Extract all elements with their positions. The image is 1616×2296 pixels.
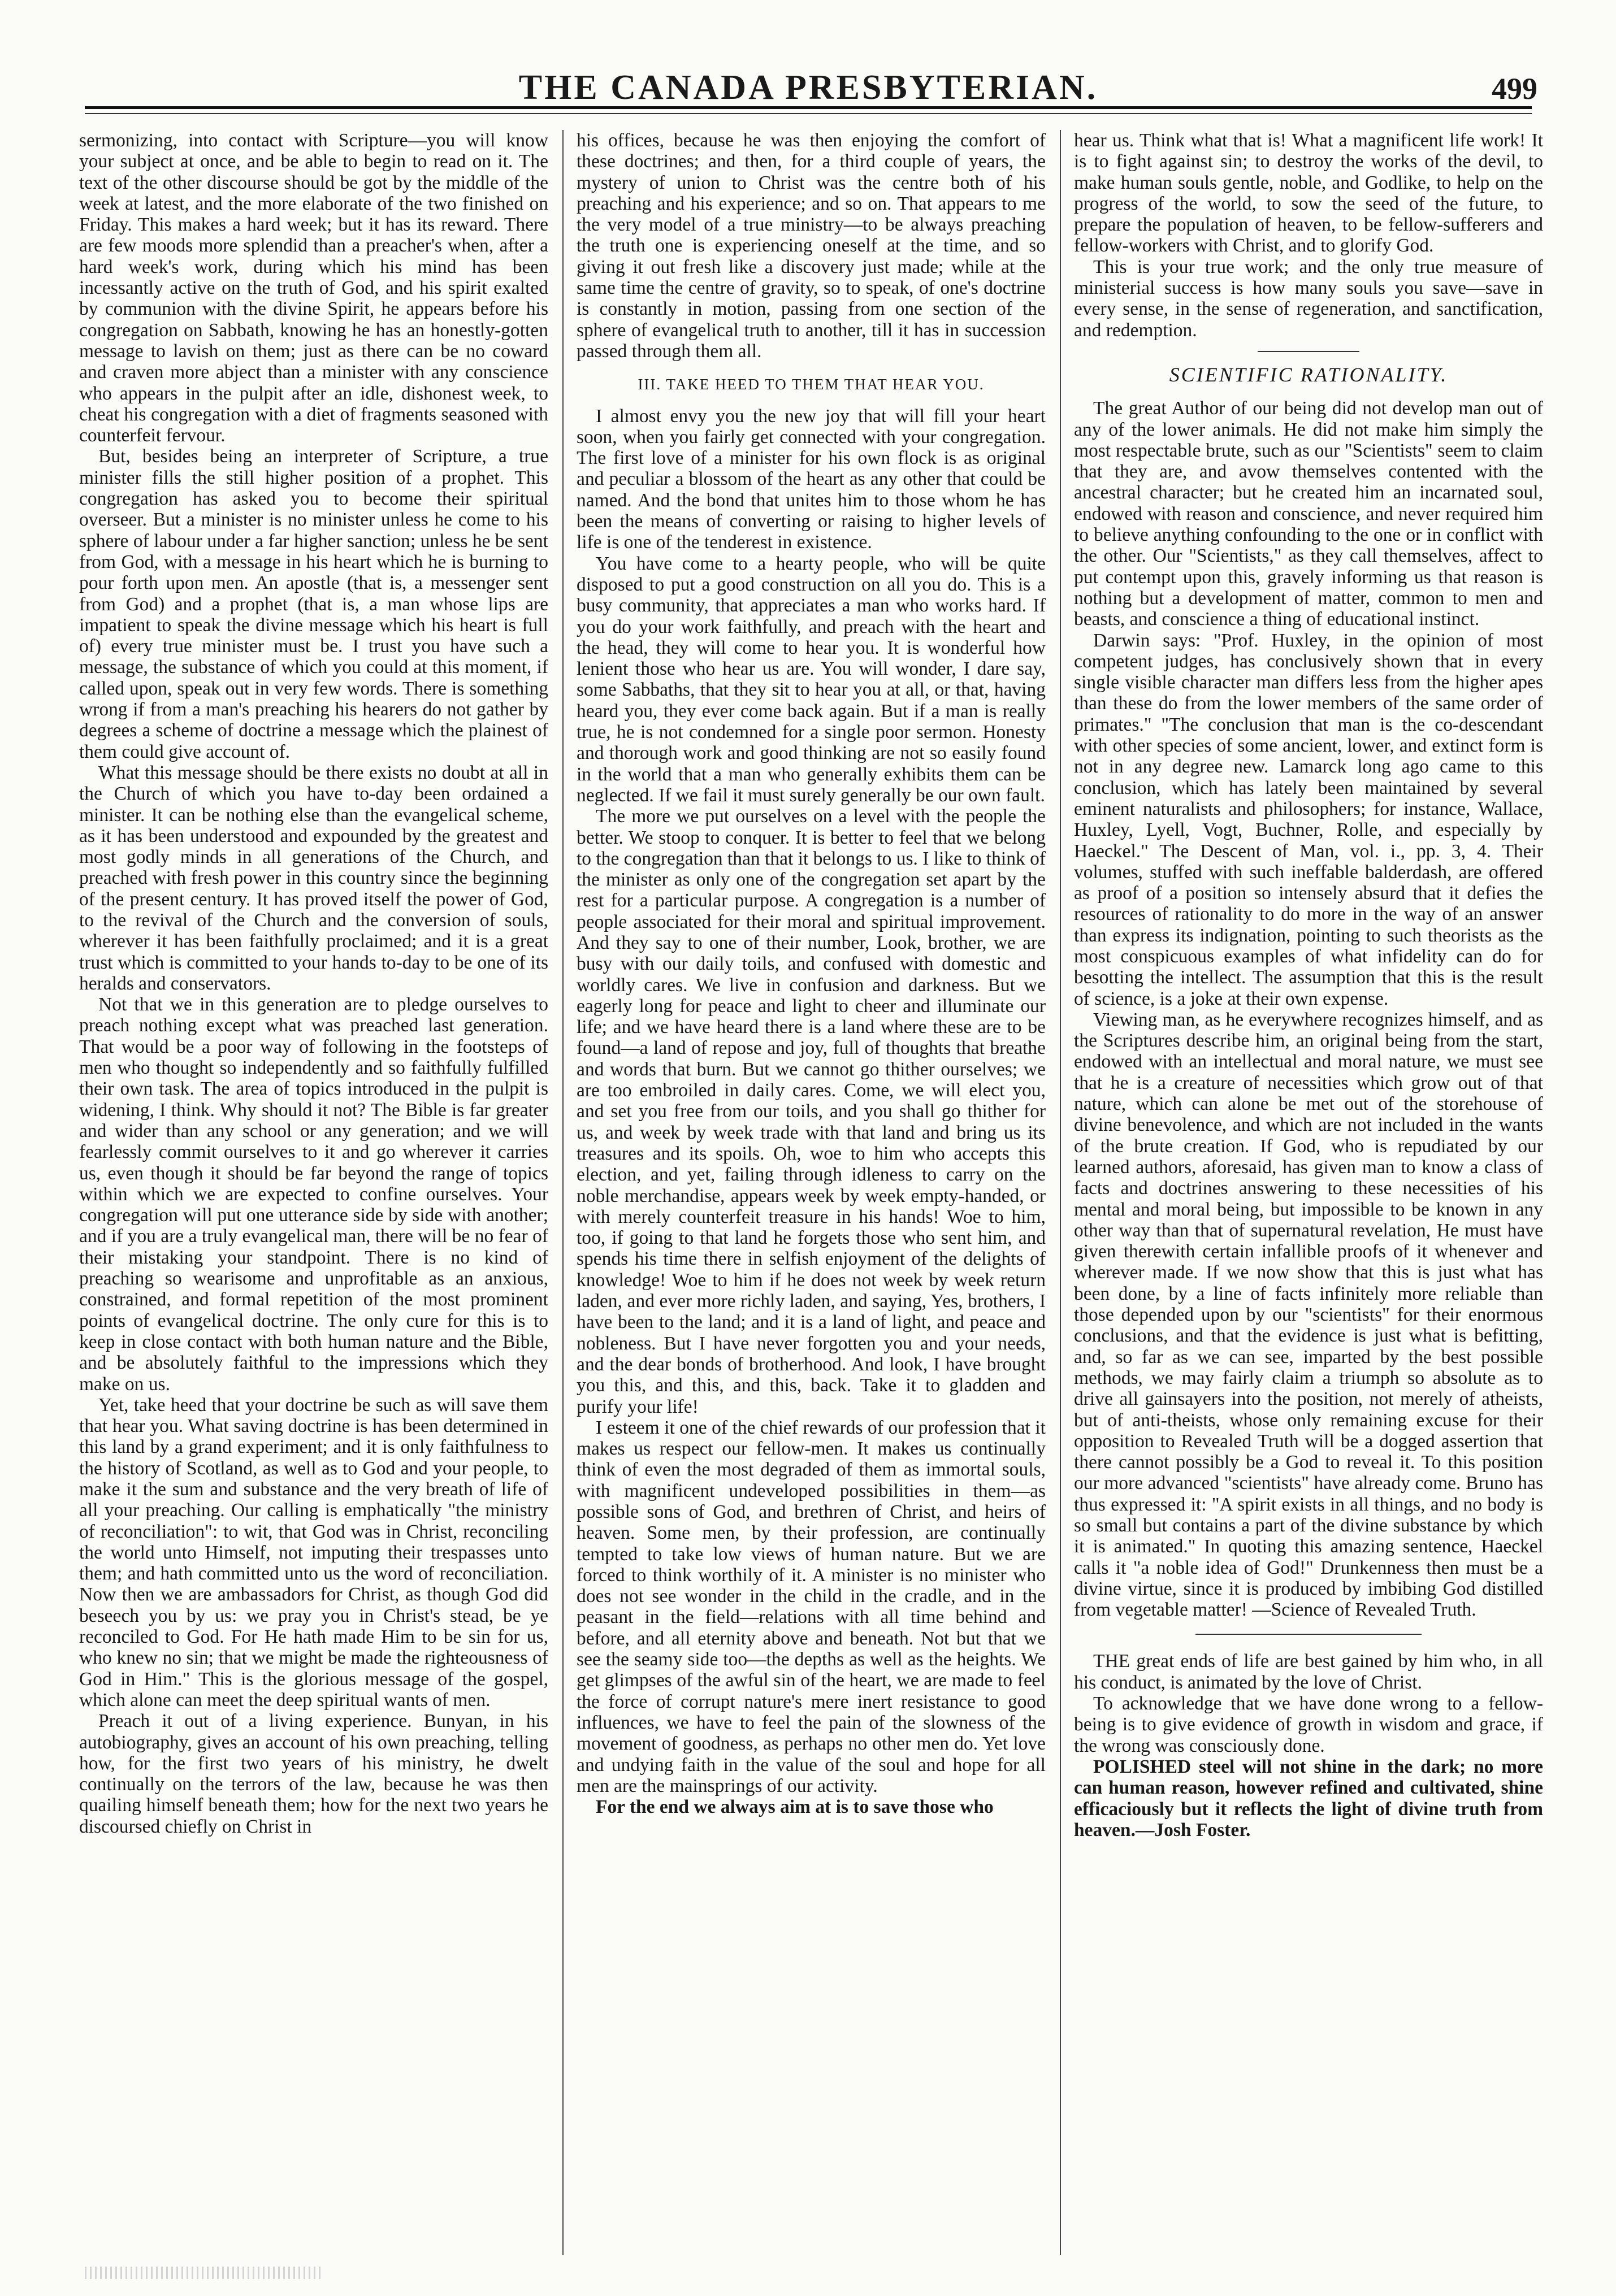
column-2 <box>577 130 1046 2255</box>
column-divider <box>1060 130 1061 2255</box>
article-heading: SCIENTIFIC RATIONALITY. <box>1169 363 1448 386</box>
paragraph: THE great ends of life are best gained by him who, in all his conduct, is animated by the love of Christ. <box>1074 1651 1543 1693</box>
section-heading: III. TAKE HEED TO THEM THAT HEAR YOU. <box>638 376 985 393</box>
paragraph: Viewing man, as he everywhere recognizes himself, and as the Scriptures describe him, an original being from the start, endowed with an intellectual and moral nature, we must see that he is a creature of necessities which grow out of that nature, which can alone be met out of the storehouse of divine benevolence, and which are not included in the wants of the brute creation. If God, who is repudiated by our learned authors, aforesaid, has given man to know a class of facts and doctrines answering to these necessities of his mental and moral being, but impossible to be known in any other way than that of supernatural revelation, He must have given therewith certain infallible proofs of it whenever and wherever made. If we now show that this is just what has been done, by a line of facts infinitely more reliable than those depended upon by our "scientists" for their enormous conclusions, and that the evidence is just what is befitting, and, so far as we can see, imparted by the best possible methods, we may fairly claim a triumph so absolute as to drive all gainsayers into the position, not merely of atheists, but of anti-theists, whose only remaining excuse for their opposition to Revealed Truth will be a dogged assertion that there cannot possibly be a God to reveal it. To this position our more advanced "scientists" have already come. Bruno has thus expressed it: "A spirit exists in all things, and no body is so small but contains a part of the divine substance by which it is animated." In quoting this amazing sentence, Haeckel calls it "a noble idea of God!" Drunkenness then must be a divine virtue, since it is produced by imbibing God distilled from vegetable matter! —Science of Revealed Truth. <box>1074 1009 1543 1621</box>
paragraph: This is your true work; and the only true measure of ministerial success is how many souls you save—save in every sense, in the sense of regeneration, and sanctification, and redemption. <box>1074 256 1543 341</box>
column-divider <box>562 130 564 2255</box>
paragraph: hear us. Think what that is! What a magnificent life work! It is to fight against sin; to destroy the works of the devil, to make human souls gentle, noble, and Godlike, to help on the progress of the world, to sow the seed of the future, to prepare the population of heaven, to be fellow-sufferers and fellow-workers with Christ, and to glorify God. <box>1074 130 1543 257</box>
paragraph: his offices, because he was then enjoying the comfort of these doctrines; and then, for a third couple of years, the mystery of union to Christ was the centre both of his preaching and his experience; and so on. That appears to me the very model of a true ministry—to be always preaching the truth one is experiencing oneself at the time, and so giving it out fresh like a discovery just made; while at the same time the centre of gravity, so to speak, of one's doctrine is constantly in motion, passing from one section of the sphere of evangelical truth to another, till it has in succession passed through them all. <box>577 130 1046 362</box>
column-3 <box>1074 130 1543 2255</box>
masthead <box>79 68 1537 107</box>
paragraph: The great Author of our being did not develop man out of any of the lower animals. He did not make him simply the most respectable brute, such as our "Scientists" seem to claim that they are, and avow themselves contented with the ancestral character; but he created him an incarnated soul, endowed with reason and conscience, and never required him to believe anything confounding to the one or in conflict with the other. Our "Scientists," as they call themselves, affect to put contempt upon this, gravely informing us that reason is nothing but a development of matter, common to men and beasts, and conscience a thing of educational instinct. <box>1074 398 1543 630</box>
paragraph: To acknowledge that we have done wrong to a fellow-being is to give evidence of growth in wisdom and grace, if the wrong was consciously done. <box>1074 1693 1543 1756</box>
paragraph: The more we put ourselves on a level with the people the better. We stoop to conquer. It is better to feel that we belong to the congregation than that it belongs to us. I like to think of the minister as only one of the congregation set apart by the rest for a particular purpose. A congregation is a number of people associated for their moral and spiritual improvement. And they say to one of their number, Look, brother, we are busy with our daily toils, and confused with domestic and worldly cares. We live in confusion and darkness. But we eagerly long for peace and light to cheer and illuminate our life; and we have heard there is a land where these are to be found—a land of repose and joy, full of thoughts that breathe and words that burn. But we cannot go thither ourselves; we are too embroiled in daily cares. Come, we will elect you, and set you free from our toils, and you shall go thither for us, and week by week trade with that land and bring us its treasures and its spoils. Oh, woe to him who accepts this election, and yet, failing through idleness to carry on the noble merchandise, appears week by week empty-handed, or with merely counterfeit treasure in his hands! Woe to him, too, if going to that land he forgets those who sent him, and spends his time there in selfish enjoyment of the delights of knowledge! Woe to him if he does not week by week return laden, and ever more richly laden, and saying, Yes, brothers, I have been to the land; and it is a land of light, and peace and nobleness. But I have never forgotten you and your needs, and the dear bonds of brotherhood. And look, I have brought you this, and this, and this, back. Take it to gladden and purify your life! <box>577 806 1046 1417</box>
paragraph: Darwin says: "Prof. Huxley, in the opinion of most competent judges, has conclusively shown that in every single visible character man differs less from the higher apes than these do from the lower members of the same order of primates." "The conclusion that man is the co-descendant with other species of some ancient, lower, and extinct form is not in any degree new. Lamarck long ago came to this conclusion, which has lately been maintained by several eminent naturalists and philosophers; for instance, Wallace, Huxley, Lyell, Vogt, Buchner, Rolle, and especially by Haeckel." The Descent of Man, vol. i., pp. 3, 4. Their volumes, stuffed with such ineffable balderdash, are offered as proof of a position so intensely absurd that it defies the resources of rationality to do more in the way of an answer than express its indignation, pointing to such theorists as the most conspicuous examples of what infidelity can do for besotting the intellect. The assumption that this is the result of science, is a joke at their own expense. <box>1074 630 1543 1009</box>
separator <box>1258 351 1359 352</box>
paragraph: You have come to a hearty people, who will be quite disposed to put a good construction on all you do. This is a busy community, that appreciates a man who works hard. If you do your work faithfully, and preach with the heart and the head, they will come to hear you. It is wonderful how lenient those who hear us are. You will wonder, I dare say, some Sabbaths, that they sit to hear you at all, or that, having heard you, they ever come back again. But if a man is really true, he is not condemned for a single poor sermon. Honesty and thorough work and good thinking are not so easily found in the world that a man who generally exhibits them can be neglected. If we fail it must surely generally be our own fault. <box>577 553 1046 806</box>
newspaper-title: THE CANADA PRESBYTERIAN. <box>518 68 1098 107</box>
paragraph: Not that we in this generation are to pledge ourselves to preach nothing except what was preached last generation. That would be a poor way of following in the footsteps of men who thought so independently and so faithfully fulfilled their own task. The area of topics introduced in the pulpit is widening, I think. Why should it not? The Bible is far greater and wider than any school or any generation; and we will fearlessly commit ourselves to it and go wherever it carries us, even though it should be far beyond the range of topics within which we are expected to confine ourselves. Your congregation will put one utterance side by side with another; and if you are a truly evangelical man, there will be no fear of their mistaking your standpoint. There is no kind of preaching so wearisome and unprofitable as an anxious, constrained, and formal repetition of the most prominent points of evangelical doctrine. The only cure for this is to keep in close contact with both human nature and the Bible, and be absolutely faithful to the impressions which they make on us. <box>79 994 548 1395</box>
paragraph: What this message should be there exists no doubt at all in the Church of which you have to-day been ordained a minister. It can be nothing else than the evangelical scheme, as it has been understood and expounded by the greatest and most godly minds in all generations of the Church, and preached with fresh power in this country since the beginning of the present century. It has proved itself the power of God, to the revival of the Church and the conversion of souls, wherever it has been faithfully proclaimed; and it is a great trust which is committed to your hands to-day to be one of its heralds and conservators. <box>79 762 548 994</box>
paragraph: Preach it out of a living experience. Bunyan, in his autobiography, gives an account of his own preaching, telling how, for the first two years of his ministry, he dwelt continually on the terrors of the law, because he was then quailing himself beneath them; how for the next two years he discoursed chiefly on Christ in <box>79 1711 548 1837</box>
paragraph: I esteem it one of the chief rewards of our profession that it makes us respect our fellow-men. It makes us continually think of even the most degraded of them as immortal souls, with magnificent undeveloped possibilities in them—as possible sons of God, and brethren of Christ, and heirs of heaven. Some men, by their profession, are continually tempted to take low views of human nature. But we are forced to think worthily of it. A minister is no minister who does not see wonder in the child in the cradle, and in the peasant in the field—relations with all time behind and before, and all eternity above and beneath. Not but that we see the seamy side too—the depths as well as the heights. We get glimpses of the awful sin of the heart, we are made to feel the force of corrupt nature's mere inert resistance to good influences, we have to feel the pain of the slowness of the movement of goodness, as perhaps no other men do. Yet love and undying faith in the value of the soul and hope for all men are the mainsprings of our activity. <box>577 1417 1046 1796</box>
paragraph: I almost envy you the new joy that will fill your heart soon, when you fairly get connected with your congregation. The first love of a minister for his own flock is as original and peculiar a blossom of the heart as any other that could be named. And the bond that unites him to those whom he has been the means of converting or raising to higher levels of life is one of the tenderest in existence. <box>577 405 1046 553</box>
paragraph: For the end we always aim at is to save those who <box>596 1796 994 1818</box>
paragraph: Yet, take heed that your doctrine be such as will save them that hear you. What saving doctrine is has been determined in this land by a grand experiment; and it is only faithfulness to the history of Scotland, as well as to God and your people, to make it the sum and substance and the very breath of life of all your preaching. Our calling is emphatically "the ministry of reconciliation": to wit, that God was in Christ, reconciling the world unto Himself, not imputing their trespasses unto them; and hath committed unto us the word of reconciliation. Now then we are ambassadors for Christ, as though God did beseech you by us: we pray you in Christ's stead, be ye reconciled to God. For He hath made Him to be sin for us, who knew no sin; that we might be made the righteousness of God in Him." This is the glorious message of the gospel, which alone can meet the deep spiritual wants of men. <box>79 1394 548 1711</box>
page-number: 499 <box>1492 72 1537 106</box>
paragraph: But, besides being an interpreter of Scripture, a true minister fills the still higher position of a prophet. This congregation has asked you to become their spiritual overseer. But a minister is no minister unless he come to his sphere of labour under a far higher sanction; unless he be sent from God, with a message in his heart which he is burning to pour forth upon men. An apostle (that is, a messenger sent from God) and a prophet (that is, a man whose lips are impatient to speak the divine message which his heart is full of) every true minister must be. I trust you have such a message, the substance of which you could at this moment, if called upon, speak out in very few words. There is something wrong if from a man's preaching his hearers do not gather by degrees a scheme of doctrine a message which the plainest of them could give account of. <box>79 446 548 762</box>
separator <box>1195 1634 1422 1635</box>
paragraph: sermonizing, into contact with Scripture—you will know your subject at once, and be able to begin to read on it. The text of the other discourse should be got by the middle of the week at latest, and the more elaborate of the two finished on Friday. This makes a hard week; but it has its reward. There are few moods more splendid than a preacher's when, after a hard week's work, during which his mind has been incessantly active on the truth of God, and his spirit exalted by communion with the divine Spirit, he appears before his congregation on Sabbath, knowing he has an honestly-gotten message to lavish on them; just as there can be no coward and craven more abject than a minister with any conscience who appears in the pulpit after an idle, dishonest week, to cheat his congregation with a diet of fragments seasoned with counterfeit fervour. <box>79 130 548 446</box>
paragraph: POLISHED steel will not shine in the dark; no more can human reason, however refined and cultivated, shine efficaciously but it reflects the light of divine truth from heaven.—Josh Foster. <box>1074 1756 1543 1841</box>
scan-artifact <box>85 2267 322 2279</box>
header-rule-thin <box>85 113 1532 114</box>
header-rule <box>85 106 1532 109</box>
column-1 <box>79 130 548 2255</box>
